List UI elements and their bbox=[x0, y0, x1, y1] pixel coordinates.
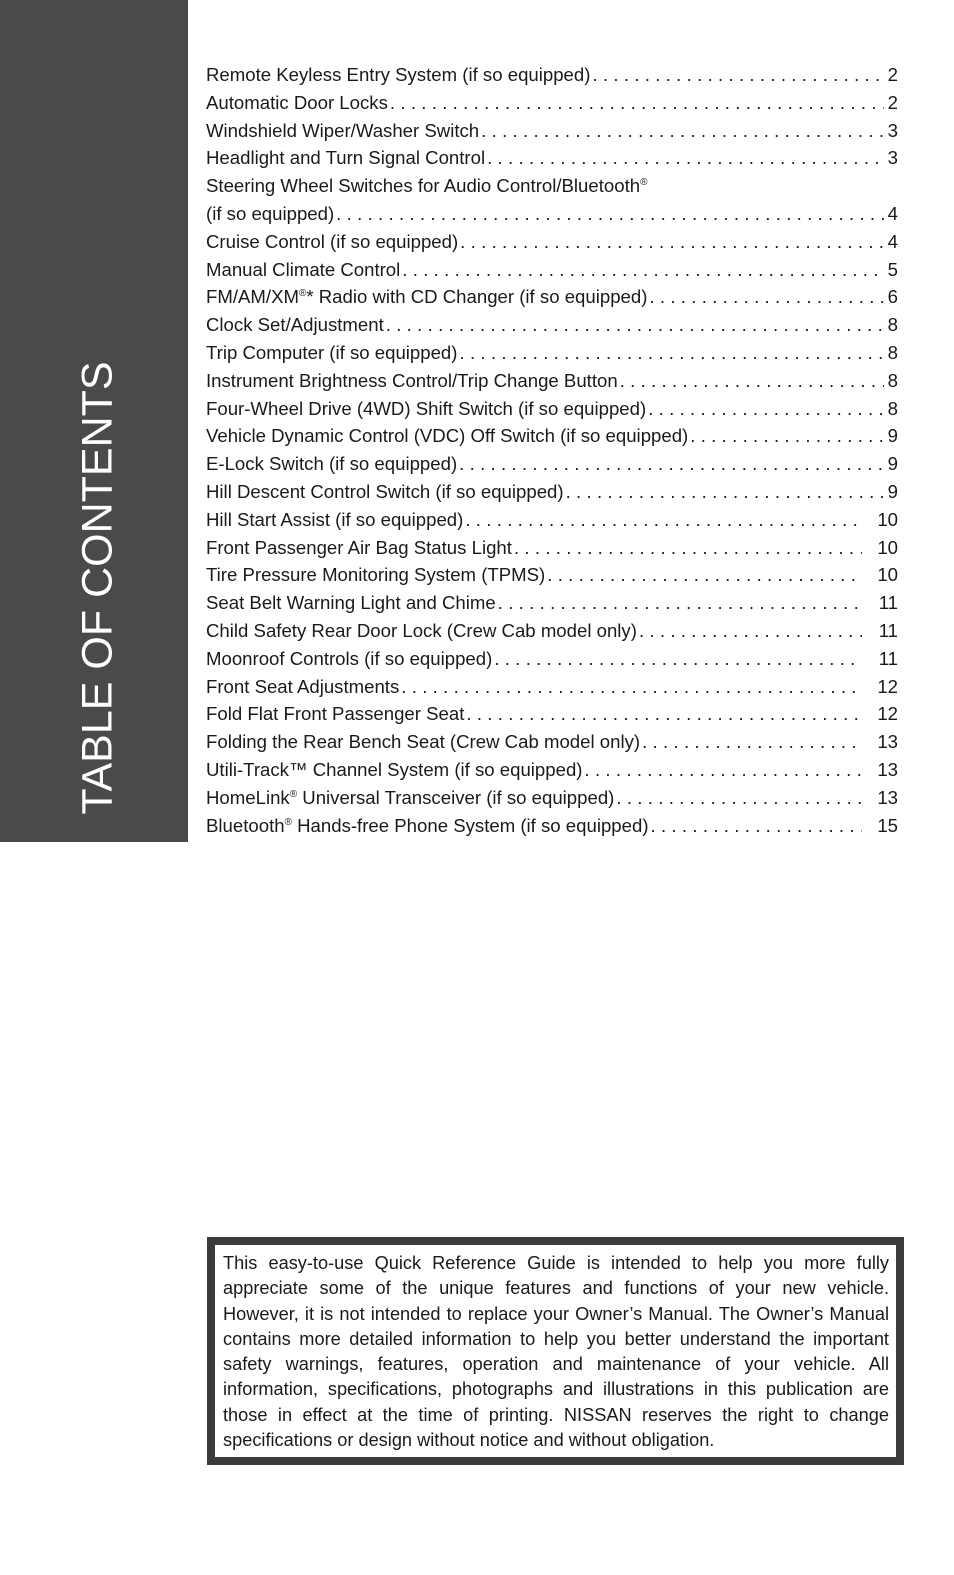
toc-entry[interactable] bbox=[206, 812, 898, 840]
table-of-contents-title: TABLE OF CONTENTS bbox=[73, 361, 122, 815]
registered-mark: ® bbox=[284, 816, 292, 828]
toc-entry[interactable] bbox=[206, 506, 898, 534]
toc-entry-title: Tire Pressure Monitoring System (TPMS) bbox=[206, 564, 546, 586]
toc-entry[interactable] bbox=[206, 89, 898, 117]
registered-mark: ® bbox=[289, 788, 298, 800]
toc-page-number: 11 bbox=[878, 592, 898, 614]
toc-page-number: 4 bbox=[887, 230, 898, 252]
toc-leader-dots bbox=[590, 61, 884, 89]
toc-page-number: 15 bbox=[877, 814, 898, 836]
toc-leader-dots bbox=[492, 645, 862, 673]
toc-page-number: 12 bbox=[877, 675, 898, 697]
toc-leader-dots bbox=[463, 506, 862, 534]
toc-leader-dots bbox=[647, 283, 884, 311]
toc-entry-title: Seat Belt Warning Light and Chime bbox=[206, 592, 496, 614]
toc-entry-title: Vehicle Dynamic Control (VDC) Off Switch (if so equipped) bbox=[206, 425, 689, 447]
toc-entry-title: Hill Start Assist (if so equipped) bbox=[206, 508, 464, 530]
toc-entry-title: Automatic Door Locks bbox=[206, 91, 388, 113]
toc-page-number: 9 bbox=[887, 453, 898, 475]
toc-entry[interactable] bbox=[206, 61, 898, 89]
toc-entry-title: Manual Climate Control bbox=[206, 258, 401, 280]
toc-page-number: 13 bbox=[877, 758, 898, 780]
toc-leader-dots bbox=[640, 728, 862, 756]
toc-page-number: 2 bbox=[887, 91, 898, 113]
toc-leader-dots bbox=[458, 228, 884, 256]
toc-leader-dots bbox=[618, 367, 884, 395]
toc-leader-dots bbox=[649, 812, 862, 840]
toc-leader-dots bbox=[457, 450, 884, 478]
table-of-contents bbox=[206, 61, 898, 839]
toc-page-number: 10 bbox=[877, 536, 898, 558]
toc-entry-title: Fold Flat Front Passenger Seat bbox=[206, 703, 465, 725]
toc-page-number: 5 bbox=[887, 258, 898, 280]
toc-entry[interactable] bbox=[206, 256, 898, 284]
toc-entry[interactable] bbox=[206, 450, 898, 478]
toc-entry[interactable] bbox=[206, 478, 898, 506]
disclaimer-box bbox=[207, 1237, 904, 1465]
toc-entry[interactable] bbox=[206, 589, 898, 617]
toc-page-number: 9 bbox=[887, 480, 898, 502]
toc-page-number: 10 bbox=[877, 508, 898, 530]
toc-leader-dots bbox=[400, 256, 884, 284]
toc-page-number: 11 bbox=[878, 619, 898, 641]
toc-entry-title-part: FM/AM/XM bbox=[206, 286, 299, 308]
toc-entry-title: Moonroof Controls (if so equipped) bbox=[206, 647, 493, 669]
toc-entry[interactable] bbox=[206, 728, 898, 756]
toc-entry-title: (if so equipped) bbox=[206, 202, 335, 224]
toc-page-number: 13 bbox=[877, 731, 898, 753]
toc-entry-title: Trip Computer (if so equipped) bbox=[206, 341, 458, 363]
toc-leader-dots bbox=[564, 478, 884, 506]
toc-entry-title: Remote Keyless Entry System (if so equipped) bbox=[206, 64, 591, 85]
toc-leader-dots bbox=[334, 200, 884, 228]
toc-entry[interactable] bbox=[206, 144, 898, 172]
toc-entry-title: Headlight and Turn Signal Control bbox=[206, 147, 486, 169]
toc-entry-title: Four-Wheel Drive (4WD) Shift Switch (if so equipped) bbox=[206, 397, 647, 419]
toc-entry-title-part: * Radio with CD Changer (if so equipped) bbox=[306, 286, 648, 308]
toc-entry-title-part: Bluetooth bbox=[206, 814, 285, 836]
toc-entry-title-part: Hands-free Phone System (if so equipped) bbox=[291, 814, 649, 836]
toc-leader-dots bbox=[399, 673, 862, 701]
toc-page-number: 6 bbox=[887, 286, 898, 308]
toc-entry[interactable] bbox=[206, 534, 898, 562]
toc-entry[interactable] bbox=[206, 311, 898, 339]
toc-entry-title-part: HomeLink bbox=[206, 786, 290, 808]
registered-mark: ® bbox=[640, 177, 648, 188]
toc-page-number: 8 bbox=[887, 314, 898, 336]
toc-entry-title: Hill Descent Control Switch (if so equipped) bbox=[206, 480, 564, 502]
toc-entry-title: Clock Set/Adjustment bbox=[206, 314, 384, 336]
toc-entry-title bbox=[206, 784, 614, 812]
side-bar bbox=[0, 0, 188, 842]
toc-leader-dots bbox=[512, 534, 862, 562]
toc-leader-dots bbox=[464, 700, 862, 728]
toc-page-number: 8 bbox=[887, 397, 898, 419]
toc-leader-dots bbox=[457, 339, 884, 367]
toc-leader-dots bbox=[479, 117, 884, 145]
toc-entry[interactable] bbox=[206, 784, 898, 812]
toc-page-number: 11 bbox=[878, 647, 898, 669]
toc-entry[interactable] bbox=[206, 617, 898, 645]
toc-entry[interactable] bbox=[206, 422, 898, 450]
disclaimer-text: This easy-to-use Quick Reference Guide is intended to help you more fully appreciate some of the unique features and functions of your new vehicle. However, it is not intended to replace your Owner’s Manual. The Owner’s Manual contains more detailed information to help you better understand the important safety warnings, features, operation and maintenance of your vehicle. All information, specifications, photographs and illustrations in this publication are those in effect at the time of printing. NISSAN reserves the right to change specifications or design without notice and without obligation. bbox=[223, 1253, 889, 1451]
registered-mark: ® bbox=[298, 288, 307, 300]
toc-entry-title: Steering Wheel Switches for Audio Control/Bluetooth bbox=[206, 175, 641, 197]
toc-page-number: 8 bbox=[887, 369, 898, 391]
toc-page-number: 9 bbox=[887, 425, 898, 447]
toc-leader-dots bbox=[688, 422, 884, 450]
toc-entry-title: Front Passenger Air Bag Status Light bbox=[206, 536, 512, 558]
toc-entry[interactable] bbox=[206, 367, 898, 395]
toc-entry[interactable] bbox=[206, 395, 898, 423]
toc-page-number: 8 bbox=[887, 341, 898, 363]
toc-leader-dots bbox=[614, 784, 862, 812]
toc-leader-dots bbox=[637, 617, 862, 645]
toc-entry[interactable] bbox=[206, 645, 898, 673]
toc-page-number: 12 bbox=[877, 703, 898, 725]
toc-leader-dots bbox=[485, 144, 884, 172]
toc-entry[interactable] bbox=[206, 283, 898, 311]
toc-leader-dots bbox=[545, 561, 862, 589]
toc-page-number: 13 bbox=[877, 786, 898, 808]
toc-entry[interactable] bbox=[206, 339, 898, 367]
toc-entry-title bbox=[206, 812, 649, 840]
toc-entry[interactable] bbox=[206, 200, 898, 228]
toc-leader-dots bbox=[388, 89, 884, 117]
toc-entry-title: E-Lock Switch (if so equipped) bbox=[206, 453, 458, 475]
toc-leader-dots bbox=[583, 756, 863, 784]
toc-entry-title: Child Safety Rear Door Lock (Crew Cab model only) bbox=[206, 619, 637, 641]
toc-entry-title: Cruise Control (if so equipped) bbox=[206, 230, 459, 252]
toc-entry[interactable] bbox=[206, 700, 898, 728]
toc-leader-dots bbox=[646, 395, 884, 423]
toc-entry[interactable] bbox=[206, 673, 898, 701]
toc-entry[interactable] bbox=[206, 561, 898, 589]
toc-leader-dots bbox=[496, 589, 862, 617]
toc-entry-title: Windshield Wiper/Washer Switch bbox=[206, 119, 480, 141]
toc-entry-title-part: Universal Transceiver (if so equipped) bbox=[297, 786, 615, 808]
toc-entry[interactable] bbox=[206, 756, 898, 784]
toc-entry-title: Folding the Rear Bench Seat (Crew Cab model only) bbox=[206, 731, 641, 753]
toc-page-number: 3 bbox=[887, 119, 898, 141]
toc-entry[interactable] bbox=[206, 228, 898, 256]
toc-entry[interactable] bbox=[206, 117, 898, 145]
toc-entry-title: Utili-Track™ Channel System (if so equipped) bbox=[206, 758, 583, 780]
toc-entry-title: Instrument Brightness Control/Trip Change Button bbox=[206, 369, 618, 391]
toc-entry-heading-line[interactable] bbox=[206, 172, 898, 200]
toc-leader-dots bbox=[384, 311, 884, 339]
toc-page-number: 3 bbox=[887, 147, 898, 169]
toc-page-number: 10 bbox=[877, 564, 898, 586]
toc-page-number: 4 bbox=[887, 202, 898, 224]
toc-page-number: 2 bbox=[887, 64, 898, 85]
toc-entry-title bbox=[206, 283, 647, 311]
toc-entry-title: Front Seat Adjustments bbox=[206, 675, 400, 697]
